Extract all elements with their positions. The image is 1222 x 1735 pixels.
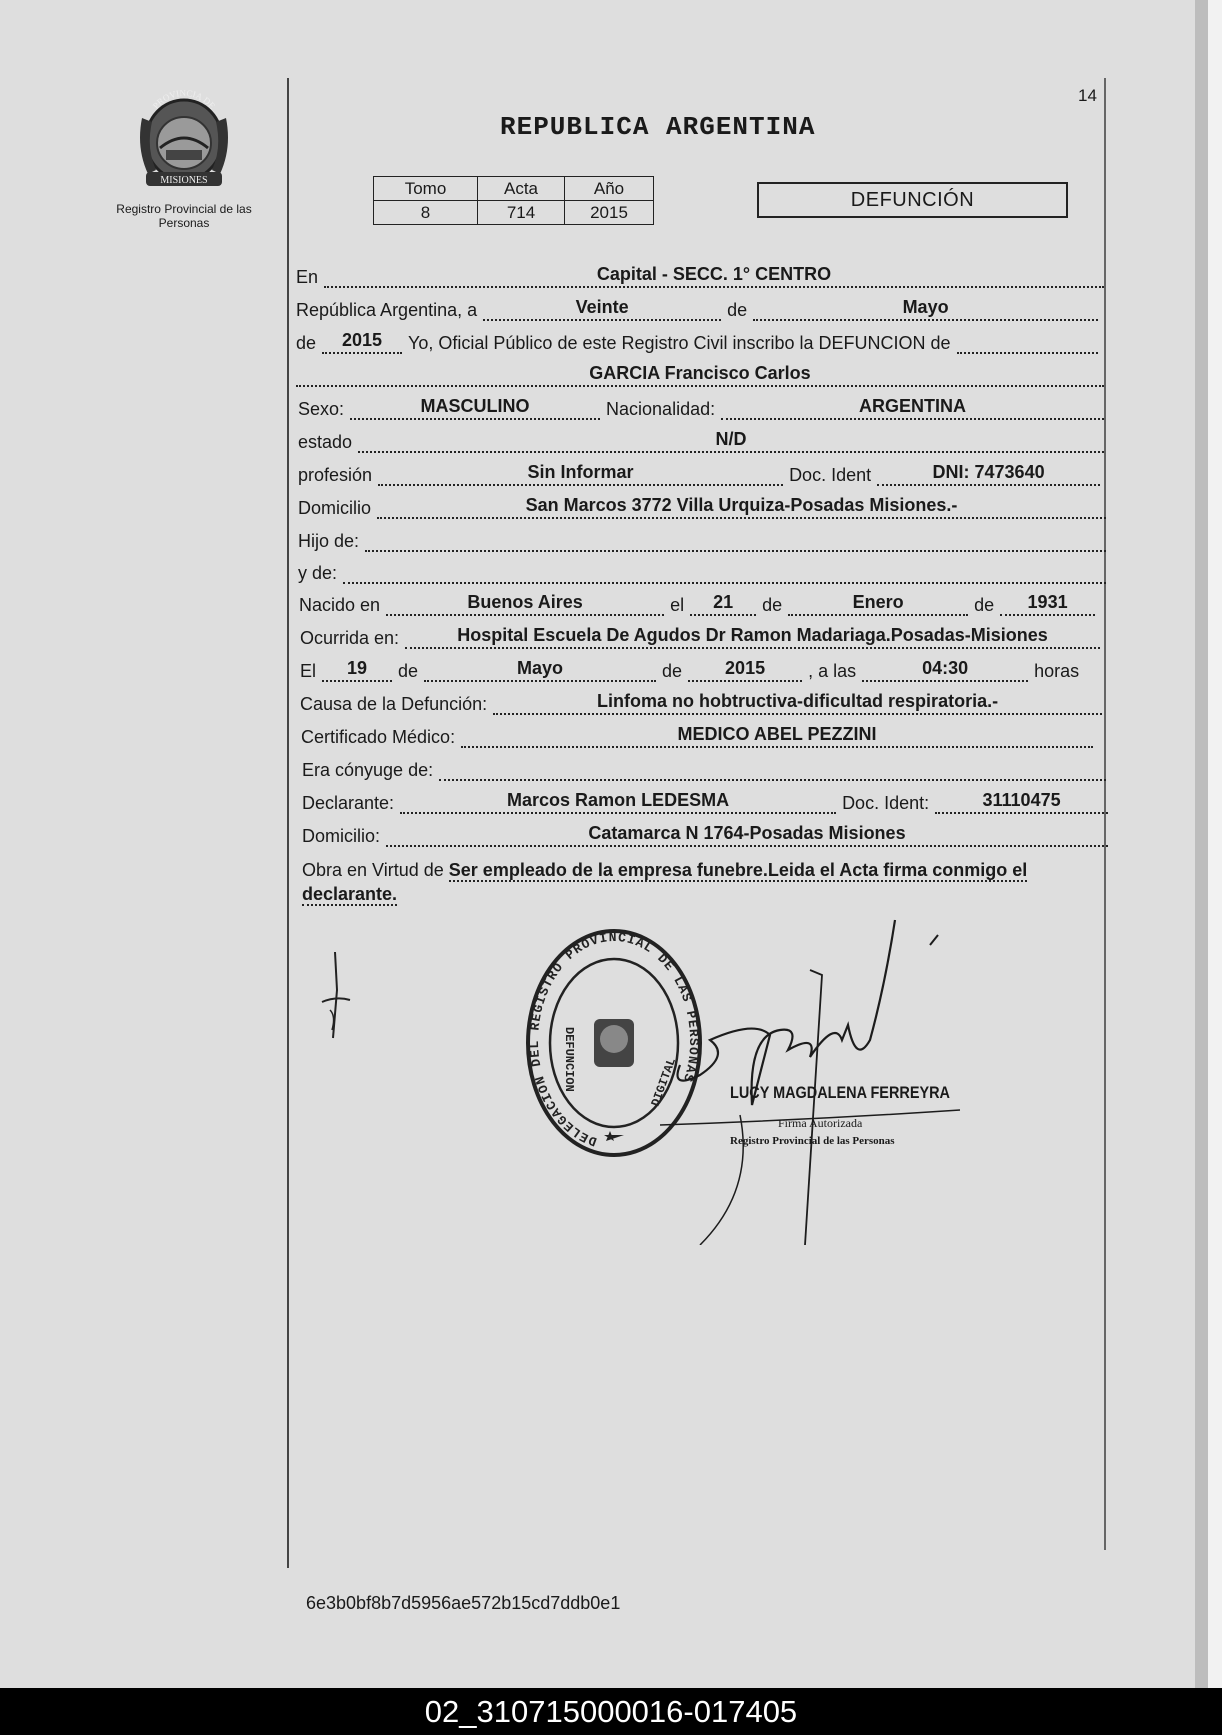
logo-top-text: PROVINCIA DE [150, 88, 218, 111]
month-text-field: Mayo [753, 297, 1098, 321]
birth-year-field: 1931 [1000, 592, 1095, 616]
birth-day-field: 21 [690, 592, 756, 616]
acta-value: 714 [478, 201, 565, 225]
tomo-header: Tomo [374, 177, 478, 201]
yo-text: Yo, Oficial Público de este Registro Civil inscribo la DEFUNCION de [408, 333, 951, 353]
row-certificado [301, 724, 1093, 748]
deceased-name-field: GARCIA Francisco Carlos [296, 363, 1104, 387]
handwritten-signature [660, 915, 970, 1245]
death-time-field: 04:30 [862, 658, 1028, 682]
year-label: de [296, 333, 317, 353]
tomo-value: 8 [374, 201, 478, 225]
death-de2-label: de [662, 661, 683, 681]
obra-label: Obra en Virtud de [302, 860, 444, 880]
en-field: Capital - SECC. 1° CENTRO [324, 264, 1104, 288]
row-estado [298, 429, 1104, 453]
document-title: REPUBLICA ARGENTINA [500, 112, 816, 142]
sexo-field: MASCULINO [350, 396, 600, 420]
year-field: 2015 [322, 330, 402, 354]
certificado-label: Certificado Médico: [301, 727, 456, 747]
death-month-field: Mayo [424, 658, 656, 682]
row-name [296, 363, 1104, 387]
certificado-field: MEDICO ABEL PEZZINI [461, 724, 1093, 748]
death-year-field: 2015 [688, 658, 802, 682]
conyuge-field [439, 757, 1106, 781]
death-el-label: El [300, 661, 317, 681]
handwritten-initial [318, 950, 352, 1040]
birth-de1-label: de [762, 595, 783, 615]
anio-value: 2015 [565, 201, 654, 225]
conyuge-label: Era cónyuge de: [302, 760, 434, 780]
profesion-field: Sin Informar [378, 462, 783, 486]
estado-label: estado [298, 432, 353, 452]
yde-label: y de: [298, 563, 338, 583]
row-profesion [298, 462, 1100, 486]
row-sexo [298, 396, 1104, 420]
decl-domicilio-field: Catamarca N 1764-Posadas Misiones [386, 823, 1108, 847]
el-label: el [670, 595, 685, 615]
signatory-name: LUCY MAGDALENA FERREYRA [730, 1083, 950, 1102]
document-hash: 6e3b0bf8b7d5956ae572b15cd7ddb0e1 [306, 1593, 621, 1613]
row-date [296, 297, 1098, 321]
day-text-field: Veinte [483, 297, 721, 321]
nacido-label: Nacido en [299, 595, 381, 615]
profesion-label: profesión [298, 465, 373, 485]
signatory-role: Firma Autorizada [778, 1116, 863, 1130]
row-death-date [300, 658, 1106, 682]
misiones-coat-of-arms-logo [132, 88, 236, 192]
birth-de2-label: de [974, 595, 995, 615]
row-hijo [298, 528, 1106, 552]
row-conyuge [302, 757, 1106, 781]
doc-field: DNI: 7473640 [877, 462, 1100, 486]
en-label: En [296, 267, 319, 287]
domicilio-label: Domicilio [298, 498, 372, 518]
declarante-label: Declarante: [302, 793, 395, 813]
decl-domicilio-label: Domicilio: [302, 826, 381, 846]
seal-inner-left-text: DEFUNCION [562, 1027, 576, 1092]
nacido-field: Buenos Aires [386, 592, 664, 616]
row-year [296, 330, 1098, 354]
declarante-field: Marcos Ramon LEDESMA [400, 790, 836, 814]
row-domicilio [298, 495, 1106, 519]
row-ocurrida [300, 625, 1100, 649]
horas-label: horas [1034, 661, 1080, 681]
ocurrida-field: Hospital Escuela De Agudos Dr Ramon Madariaga.Posadas-Misiones [405, 625, 1100, 649]
right-margin-line [1104, 78, 1106, 1550]
acta-header: Acta [478, 177, 565, 201]
de-label: de [727, 300, 748, 320]
year-trailing-field [957, 330, 1098, 354]
obra-field: Ser empleado de la empresa funebre.Leida el Acta firma conmigo el declarante. [302, 860, 1028, 904]
republica-label: República Argentina, a [296, 300, 478, 320]
yde-field [343, 560, 1106, 584]
row-nacido [299, 592, 1095, 616]
left-margin-line [287, 78, 289, 1568]
hijo-label: Hijo de: [298, 531, 360, 551]
alas-label: , a las [808, 661, 857, 681]
anio-header: Año [565, 177, 654, 201]
causa-label: Causa de la Defunción: [300, 694, 488, 714]
seal-inner-right-text: DIGITAL [648, 1056, 680, 1109]
estado-field: N/D [358, 429, 1104, 453]
hijo-field [365, 528, 1106, 552]
domicilio-field: San Marcos 3772 Villa Urquiza-Posadas Misiones.- [377, 495, 1106, 519]
page-edge [1208, 0, 1222, 1688]
logo-bottom-text: MISIONES [160, 175, 208, 186]
row-causa [300, 691, 1102, 715]
doc-label: Doc. Ident [789, 465, 872, 485]
footer-id-bar: 02_310715000016-017405 [0, 1688, 1222, 1735]
obra-paragraph [302, 858, 1110, 906]
row-en [296, 264, 1104, 288]
row-yde [298, 560, 1106, 584]
death-de1-label: de [398, 661, 419, 681]
nacionalidad-label: Nacionalidad: [606, 399, 716, 419]
row-decl-domicilio [302, 823, 1108, 847]
page-number: 14 [1078, 86, 1097, 105]
signatory-org: Registro Provincial de las Personas [730, 1135, 895, 1147]
nacionalidad-field: ARGENTINA [721, 396, 1104, 420]
ocurrida-label: Ocurrida en: [300, 628, 400, 648]
record-type-box: DEFUNCIÓN [757, 182, 1068, 218]
logo-caption: Registro Provincial de las Personas [116, 202, 252, 230]
seal-ring-text: DELEGACION DEL REGISTRO PROVINCIAL DE LAS PERSONAS [526, 929, 702, 1150]
decl-doc-label: Doc. Ident: [842, 793, 930, 813]
register-table [373, 176, 654, 225]
row-declarante [302, 790, 1108, 814]
birth-month-field: Enero [788, 592, 968, 616]
death-day-field: 19 [322, 658, 392, 682]
sexo-label: Sexo: [298, 399, 345, 419]
decl-doc-field: 31110475 [935, 790, 1108, 814]
causa-field: Linfoma no hobtructiva-dificultad respiratoria.- [493, 691, 1102, 715]
